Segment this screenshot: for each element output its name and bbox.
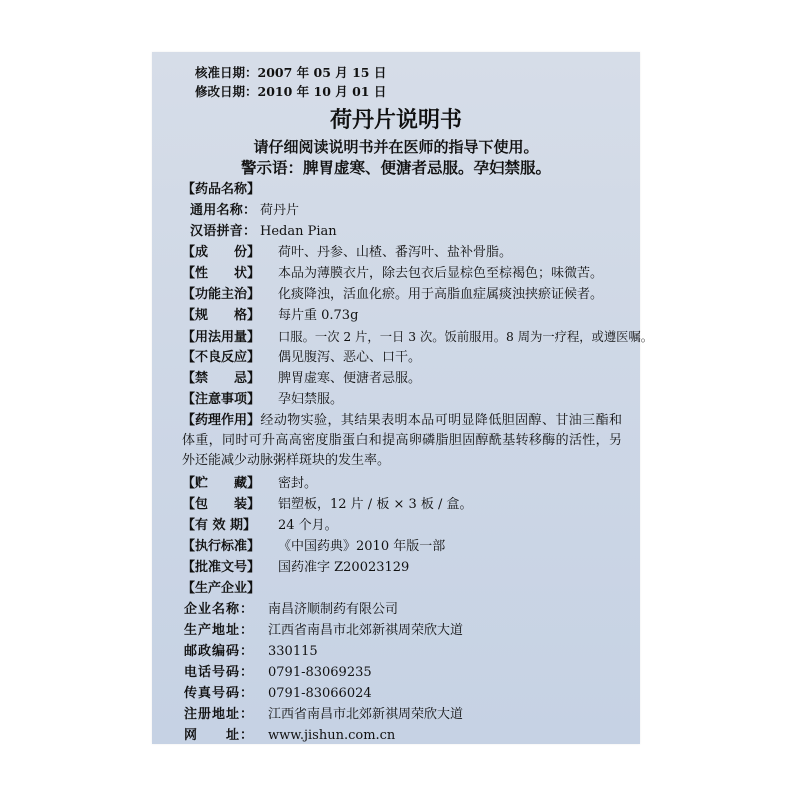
section-ingredients (182, 244, 512, 262)
section-drug-name (182, 181, 260, 199)
pinyin-row (182, 223, 337, 241)
section-label: 【贮 藏】 (182, 476, 261, 491)
section-label: 【功能主治】 (182, 287, 261, 302)
revision-date (195, 83, 386, 101)
section-value: 口服。一次 2 片，一日 3 次。饭前服用。8 周为一疗程，或遵医嘱。 (278, 330, 654, 344)
section-manufacturer (182, 580, 260, 598)
production-address-row (184, 622, 463, 640)
approval-date-label: 核准日期： (195, 65, 258, 80)
section-adverse-reactions (182, 349, 421, 367)
website-row (184, 727, 395, 745)
company-label: 网 址： (184, 728, 255, 743)
generic-name-label: 通用名称： (190, 203, 256, 218)
manufacturer-heading: 【生产企业】 (182, 581, 261, 596)
section-label: 【执行标准】 (182, 539, 261, 554)
company-value: 0791-83069235 (268, 665, 372, 680)
company-label: 邮政编码： (184, 644, 255, 659)
section-label: 【包 装】 (182, 497, 261, 512)
section-value: 荷叶、丹参、山楂、番泻叶、盐补骨脂。 (278, 245, 513, 260)
company-label: 传真号码： (184, 686, 255, 701)
section-label: 【药理作用】 (182, 413, 261, 428)
website-link: www.jishun.com.cn (268, 728, 396, 743)
section-value: 脾胃虚寒、便溏者忌服。 (278, 371, 422, 386)
company-label: 生产地址： (184, 623, 255, 638)
pinyin-label: 汉语拼音： (190, 224, 256, 239)
company-value: 南昌济顺制药有限公司 (268, 602, 399, 617)
section-value: 化痰降浊，活血化瘀。用于高脂血症属痰浊挟瘀证候者。 (278, 287, 604, 302)
section-standard (182, 538, 445, 556)
section-shelf-life (182, 517, 338, 535)
document-title: 荷丹片说明书 (329, 107, 462, 133)
generic-name-row (182, 202, 299, 220)
section-specification (182, 307, 358, 325)
postal-code-row (184, 643, 318, 661)
fax-row (184, 685, 372, 703)
generic-name-value: 荷丹片 (260, 203, 300, 218)
section-label: 【注意事项】 (182, 392, 261, 407)
section-label: 【成 份】 (182, 245, 261, 260)
company-label: 企业名称： (184, 602, 255, 617)
company-value: 0791-83066024 (268, 686, 372, 701)
company-name-row (184, 601, 398, 619)
section-precautions (182, 391, 343, 409)
section-label: 【规 格】 (182, 308, 261, 323)
section-indications (182, 286, 603, 304)
section-value: 国药准字 Z20023129 (278, 560, 410, 575)
company-label: 注册地址： (184, 707, 255, 722)
revision-date-label: 修改日期： (195, 84, 258, 99)
section-label: 【批准文号】 (182, 560, 261, 575)
section-value: 《中国药典》2010 年版一部 (278, 539, 446, 554)
section-value: 偶见腹泻、恶心、口干。 (278, 350, 422, 365)
company-value: 江西省南昌市北郊新祺周荣欣大道 (268, 623, 464, 638)
section-contraindications (182, 370, 421, 388)
section-label: 【禁 忌】 (182, 371, 261, 386)
company-value: 330115 (268, 644, 318, 659)
section-value: 铝塑板，12 片 / 板 × 3 板 / 盒。 (278, 497, 473, 512)
section-value: 每片重 0.73g (278, 308, 359, 323)
approval-date (195, 64, 386, 82)
drug-name-heading: 【药品名称】 (182, 182, 261, 197)
section-approval-number (182, 559, 409, 577)
company-label: 电话号码： (184, 665, 255, 680)
company-value: 江西省南昌市北郊新祺周荣欣大道 (268, 707, 464, 722)
section-value: 密封。 (278, 476, 318, 491)
section-value: 24 个月。 (278, 518, 338, 533)
section-label: 【用法用量】 (182, 330, 261, 345)
section-label: 【性 状】 (182, 266, 261, 281)
section-value: 本品为薄膜衣片，除去包衣后显棕色至棕褐色；味微苦。 (278, 266, 604, 281)
instruction-note: 请仔细阅读说明书并在医师的指导下使用。 (253, 138, 539, 156)
approval-date-value: 2007 年 05 月 15 日 (257, 65, 387, 80)
section-storage (182, 475, 317, 493)
instruction-leaflet (152, 52, 654, 744)
section-packaging (182, 496, 473, 514)
phone-row (184, 664, 372, 682)
warning-note: 警示语：脾胃虚寒、便溏者忌服。孕妇禁服。 (240, 159, 551, 177)
registered-address-row (184, 706, 463, 724)
section-pharmacology (182, 411, 622, 471)
section-label: 【不良反应】 (182, 350, 261, 365)
section-value: 孕妇禁服。 (278, 392, 344, 407)
section-dosage (182, 328, 653, 347)
section-label: 【有 效 期】 (182, 518, 257, 533)
section-value: 经动物实验，其结果表明本品可明显降低胆固醇、甘油三酯和体重，同时可升高高密度脂蛋白和提高卵磷脂胆固醇酰基转移酶的活性，另外还能减少动脉粥样斑块的发生率。 (182, 413, 622, 468)
revision-date-value: 2010 年 10 月 01 日 (257, 84, 387, 99)
pinyin-value: Hedan Pian (260, 224, 337, 239)
section-description (182, 265, 603, 283)
